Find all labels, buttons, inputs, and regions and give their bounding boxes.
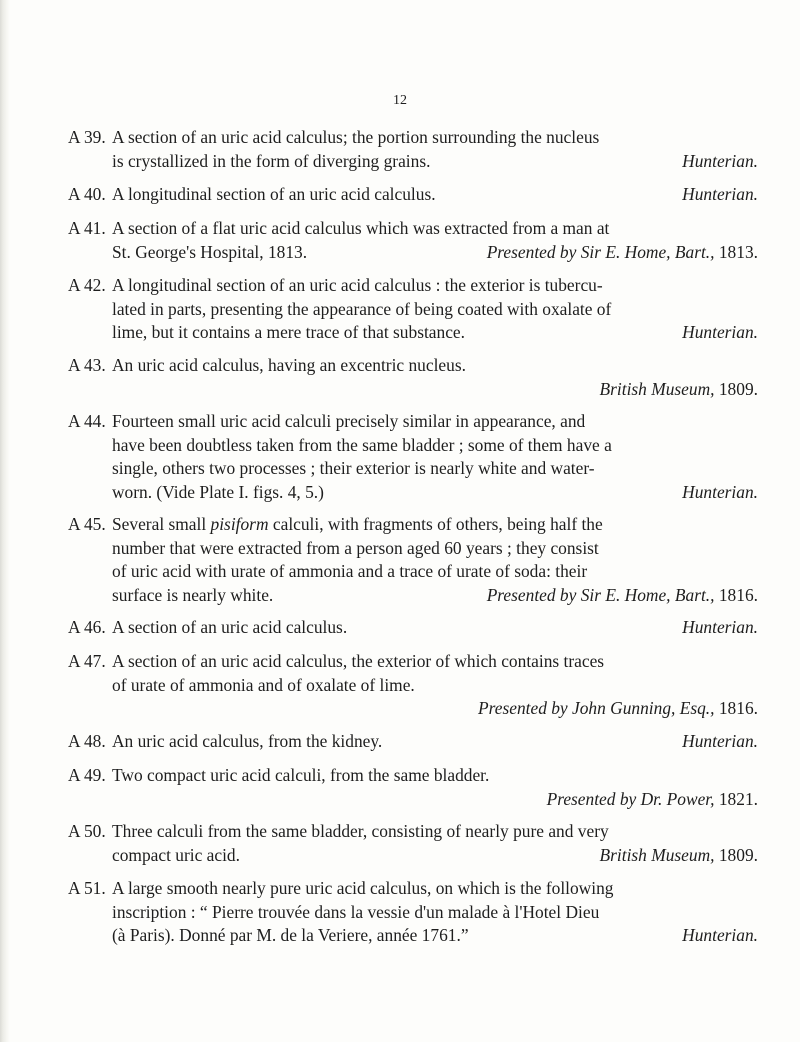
catalogue-entry xyxy=(68,730,758,754)
entry-number: A 42. xyxy=(68,275,106,295)
entry-credit: British Museum, xyxy=(599,844,715,865)
entry-text: single, others two processes ; their exterior is nearly white and water- xyxy=(112,458,595,478)
catalogue-entry xyxy=(68,274,758,345)
entry-text: lated in parts, presenting the appearance of being coated with oxalate of xyxy=(112,298,612,319)
entry-text: Several small xyxy=(112,514,207,534)
catalogue-entry xyxy=(68,354,758,401)
entry-date: 1809. xyxy=(718,378,758,399)
entry-number: A 47. xyxy=(68,651,106,671)
entry-text: worn. (Vide Plate I. figs. 4, 5.) xyxy=(112,481,324,502)
entry-term-italic: pisiform xyxy=(210,514,269,534)
entry-text: surface is nearly white. xyxy=(112,584,274,605)
catalogue-entry xyxy=(68,217,758,264)
catalogue-entry xyxy=(68,764,758,811)
entry-credit: Hunterian. xyxy=(682,481,758,502)
entry-text: A section of a flat uric acid calculus which was extracted from a man at xyxy=(112,218,610,238)
entry-text: A section of an uric acid calculus, the exterior of which contains traces xyxy=(112,651,605,671)
entry-text: Fourteen small uric acid calculi precisely similar in appearance, and xyxy=(112,411,586,431)
entry-number: A 40. xyxy=(68,184,106,204)
entry-number: A 44. xyxy=(68,411,106,431)
entry-credit: Presented by Sir E. Home, Bart., xyxy=(486,241,715,262)
entry-text: compact uric acid. xyxy=(112,844,240,865)
catalogue-entry xyxy=(68,126,758,173)
catalogue-entry xyxy=(68,513,758,607)
entry-number: A 39. xyxy=(68,127,106,147)
entry-text: is crystallized in the form of diverging grains. xyxy=(112,150,431,171)
entry-text: calculi, with fragments of others, being half the xyxy=(272,514,603,534)
entry-credit: Presented by John Gunning, Esq., xyxy=(478,698,715,718)
catalogue-entry xyxy=(68,877,758,948)
entry-text: A section of an uric acid calculus. xyxy=(112,617,348,637)
entry-credit: Hunterian. xyxy=(682,322,758,342)
entry-text: have been doubtless taken from the same bladder ; some of them have a xyxy=(112,434,612,455)
entry-number: A 51. xyxy=(68,878,106,898)
entry-credit: Presented by Dr. Power, xyxy=(546,788,715,809)
entry-text: number that were extracted from a person aged 60 years ; they consist xyxy=(112,537,599,558)
entry-date: 1816. xyxy=(718,584,758,605)
entry-credit: Presented by Sir E. Home, Bart., xyxy=(486,584,715,605)
entry-text: Three calculi from the same bladder, consisting of nearly pure and very xyxy=(112,821,609,841)
entry-credit: Hunterian. xyxy=(682,617,758,637)
entry-credit: Hunterian. xyxy=(682,925,758,945)
entry-number: A 43. xyxy=(68,355,106,375)
catalogue-entry xyxy=(68,820,758,867)
catalogue-entry xyxy=(68,650,758,721)
catalogue-entry xyxy=(68,616,758,640)
page-number: 12 xyxy=(393,93,407,108)
entry-text: St. George's Hospital, 1813. xyxy=(112,241,308,262)
entry-date: 1816. xyxy=(718,698,758,718)
entry-number: A 48. xyxy=(68,731,106,751)
entry-date: 1809. xyxy=(718,844,758,865)
entry-credit: Hunterian. xyxy=(682,184,758,204)
entry-text: lime, but it contains a mere trace of that substance. xyxy=(112,322,466,342)
entry-text: An uric acid calculus, having an excentric nucleus. xyxy=(112,355,466,375)
entry-credit: Hunterian. xyxy=(682,150,758,171)
entry-number: A 50. xyxy=(68,821,106,841)
entry-credit: British Museum, xyxy=(599,378,715,399)
catalogue-entry xyxy=(68,410,758,504)
entry-text: A longitudinal section of an uric acid calculus : the exterior is tubercu- xyxy=(112,275,603,295)
entry-text: An uric acid calculus, from the kidney. xyxy=(112,731,383,751)
page-edge-shadow xyxy=(0,0,10,1042)
entry-date: 1813. xyxy=(718,241,758,262)
entry-text: A large smooth nearly pure uric acid calculus, on which is the following xyxy=(112,878,614,898)
entry-text: of uric acid with urate of ammonia and a trace of urate of soda: their xyxy=(112,561,588,581)
entry-text: of urate of ammonia and of oxalate of lime. xyxy=(112,674,415,695)
entry-credit: Hunterian. xyxy=(682,731,758,751)
entry-number: A 46. xyxy=(68,617,106,637)
entry-number: A 45. xyxy=(68,514,106,534)
entry-number: A 41. xyxy=(68,218,106,238)
catalogue-entry xyxy=(68,183,758,207)
entry-text: A section of an uric acid calculus; the portion surrounding the nucleus xyxy=(112,127,600,147)
entry-text: (à Paris). Donné par M. de la Veriere, année 1761.” xyxy=(112,925,469,945)
entry-text: Two compact uric acid calculi, from the same bladder. xyxy=(112,765,490,785)
entry-number: A 49. xyxy=(68,765,106,785)
entry-date: 1821. xyxy=(718,788,758,809)
entry-text: A longitudinal section of an uric acid calculus. xyxy=(112,184,436,204)
entry-text: inscription : “ Pierre trouvée dans la vessie d'un malade à l'Hotel Dieu xyxy=(112,901,600,922)
